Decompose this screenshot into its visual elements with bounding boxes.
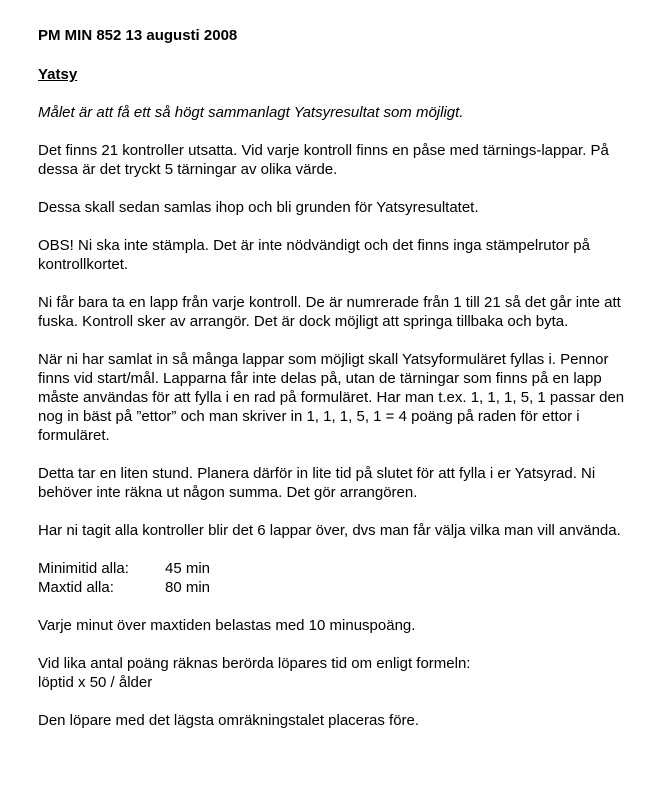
time-value: 45 min xyxy=(165,560,211,577)
header-title: PM MIN 852 13 augusti 2008 xyxy=(38,27,238,44)
tiebreak-block xyxy=(38,654,639,692)
paragraph-form: När ni har samlat in så många lappar som möjligt skall Yatsyformuläret fyllas i. Pennor finns vid start/mål. Lapparna får inte delas på, utan de tärningar som finns på en lapp måste användas för att fylla i en rad på formuläret. Har man t.ex. 1, 1, 1, 5, 1 passar den nog in bäst på ”ettor” och man skriver in 1, 1, 1, 5, 1 = 4 poäng på raden för ettor i formuläret. xyxy=(38,351,625,444)
tiebreak-formula: löptid x 50 / ålder xyxy=(38,674,153,691)
paragraph-controls: Det finns 21 kontroller utsatta. Vid varje kontroll finns en påse med tärnings-lappar. På dessa är det tryckt 5 tärningar av olika värde. xyxy=(38,142,609,178)
paragraph-no-stamp: OBS! Ni ska inte stämpla. Det är inte nödvändigt och det finns inga stämpelrutor på kontrollkortet. xyxy=(38,237,590,273)
paragraph-penalty: Varje minut över maxtiden belastas med 10 minuspoäng. xyxy=(38,617,416,634)
paragraph-collect: Dessa skall sedan samlas ihop och bli grunden för Yatsyresultatet. xyxy=(38,199,479,216)
document-title: Yatsy xyxy=(38,66,78,83)
paragraph-one-slip: Ni får bara ta en lapp från varje kontroll. De är numrerade från 1 till 21 så det går inte att fuska. Kontroll sker av arrangör. Det är dock möjligt att springa tillbaka och byta. xyxy=(38,294,621,330)
time-table xyxy=(38,559,639,597)
paragraph-final: Den löpare med det lägsta omräkningstalet placeras före. xyxy=(38,712,420,729)
time-value: 80 min xyxy=(165,579,211,596)
tiebreak-text: Vid lika antal poäng räknas berörda löpares tid om enligt formeln: xyxy=(38,655,471,672)
paragraph-time: Detta tar en liten stund. Planera därför in lite tid på slutet för att fylla i er Yatsyrad. Ni behöver inte räkna ut någon summa. Det gör arrangören. xyxy=(38,465,596,501)
paragraph-extra-slips: Har ni tagit alla kontroller blir det 6 lappar över, dvs man får välja vilka man vill använda. xyxy=(38,522,621,539)
time-row-min xyxy=(38,559,639,578)
time-label: Minimitid alla: xyxy=(38,560,129,577)
time-row-max xyxy=(38,578,639,597)
time-label: Maxtid alla: xyxy=(38,579,114,596)
intro-text: Målet är att få ett så högt sammanlagt Yatsyresultat som möjligt. xyxy=(38,104,464,121)
